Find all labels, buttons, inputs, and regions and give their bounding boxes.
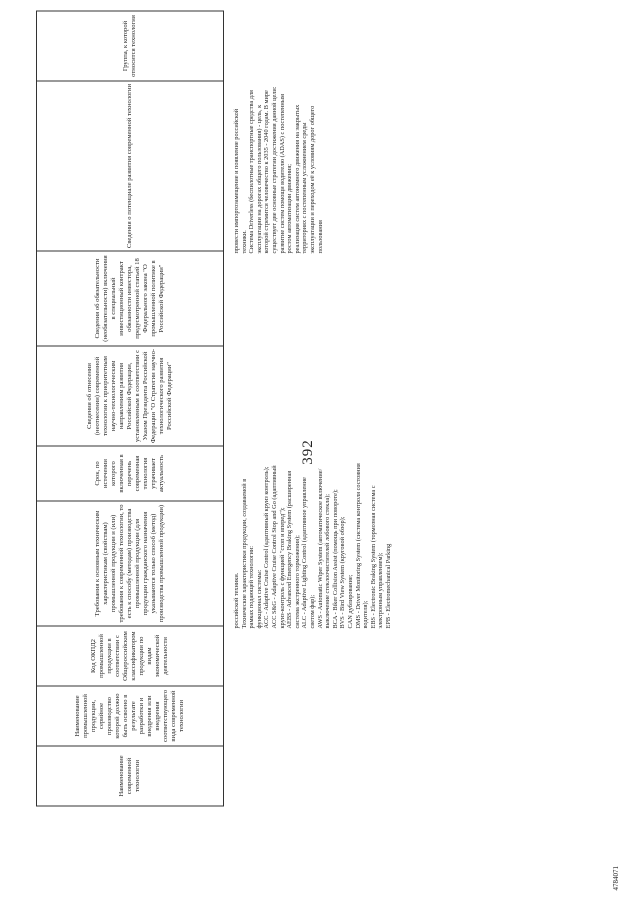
document-id: 4784071	[612, 866, 620, 891]
header-requirements: Требования к основным техническим характеристикам (свойствам) промышленной продукции и (или) требования к современной технологии, то есть к способу (методам) производства промышленной продукции (для продукции гражданского назначения указываются только способ (метод) производства промышленной продукции)	[37, 501, 224, 626]
header-deadline: Срок, по истечении которого включенная в перечень современная технология утрачивает актуальность	[37, 446, 224, 501]
development-potential-text: провести импортозамещение и появление российской техники. Система Driverless (беспилотные транспортные средства для эксплуатации на дорогах общего пользования) - цель, к которой стремится человечество к 2035 - 2040 годам. В мире существует две основные стратегии достижения данной цели: развитие систем помощи водителю (ADAS) с постепенным ростом автоматизации движения; реализация систем автономного движения на закрытых территориях с постепенным усложнением среды эксплуатации и переходом её к условиям дорог общего пользования	[233, 86, 324, 254]
header-priority-directions: Сведения об отнесении (неотнесении) современной технологии к приоритетным научно-технологическим направлениям развития Российской Федерации, установленным в соответствии с Указом Президента Российской Федерации "О Стратегии научно-технологического развития Российской Федерации"	[37, 346, 224, 446]
header-product-name: Наименование промышленной продукции, серийное производство которой должно быть освоено в результате разработки и внедрения или внедрения соответствующего вида современной технологии	[37, 686, 224, 746]
tech-requirements-text: российской техники. Технические характеристики продукции, создаваемой в рамках подающей технологии: функционал системы: ACC - Adaptive Cruise Control (адаптивный круиз контроль); ACC S&G - Adaptive Cruise Control Stop and Go (адаптивный круиз-контроль с функцией "стоп и вперед"); AEBS - Advanced Emergency Braking System (расширенная система экстренного торможения); ALC - Adaptive Lighting Control (адаптивное управление светом фар); AWS - Automatic Wiper System (автоматическое включение/выключение стеклоочистителей лобового стекла); BCA - Biker Collision Assist (помощь при повороте); BVS - Bird View System (круговой обзор); CAN дублирование; DMS - Driver Monitoring System (система контроля состояния водителя); EBS - Electronic Braking System (тормозная система с электронным управлением); EPB - Electromechanical Parking	[233, 463, 392, 629]
header-development-potential: Сведения о потенциале развития современной технологии	[37, 81, 224, 251]
header-group: Группа, к которой относится технология	[37, 11, 224, 81]
table-header	[36, 11, 224, 807]
header-okpd2-code: Код ОКПД2 промышленной продукции в соответствии с Общероссийским классификатором продукции по видам экономической деятельности	[37, 626, 224, 686]
page-number: 392	[300, 439, 316, 465]
header-investment-contract: Сведения об обязательности (необязательности) включения в специальный инвестиционный контракт обязанности инвестора, предусмотренной статьей 18 Федерального закона "О промышленной политике в Российской Федерации"	[37, 251, 224, 346]
header-technology-name: Наименование современной технологии	[37, 746, 224, 806]
